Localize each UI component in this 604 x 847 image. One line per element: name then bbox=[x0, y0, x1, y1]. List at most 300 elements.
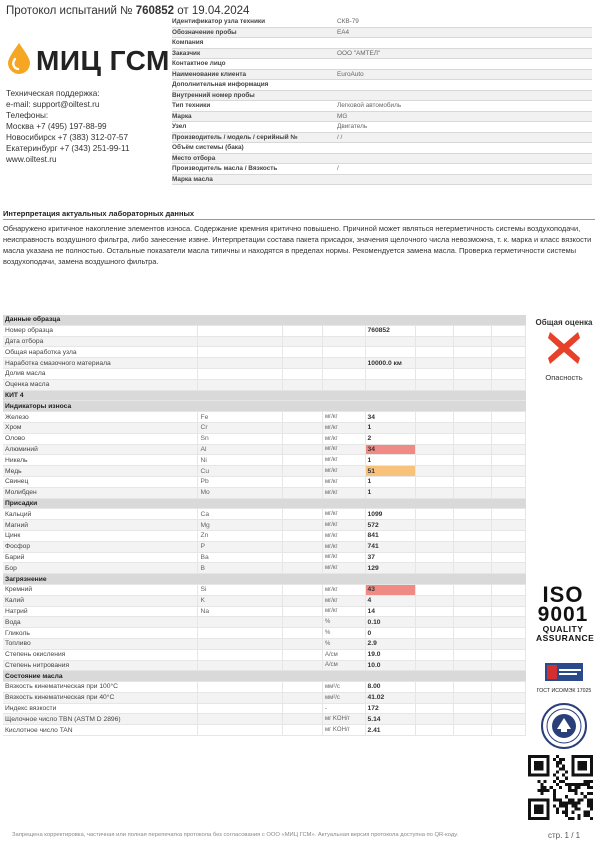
info-row bbox=[172, 27, 592, 38]
element-symbol: Cr bbox=[198, 422, 283, 433]
value-cell: 760852 bbox=[365, 325, 416, 336]
value-cell: 572 bbox=[365, 520, 416, 531]
empty-cell bbox=[491, 584, 525, 595]
value-cell: 2.9 bbox=[365, 638, 416, 649]
empty-cell bbox=[283, 455, 323, 466]
parameter-name: Фосфор bbox=[3, 541, 198, 552]
parameter-name: Гликоль bbox=[3, 628, 198, 639]
unit-cell: мг/кг bbox=[322, 606, 365, 617]
table-row bbox=[3, 336, 526, 347]
empty-cell bbox=[454, 509, 492, 520]
table-row bbox=[3, 649, 526, 660]
table-row bbox=[3, 347, 526, 358]
empty-cell bbox=[283, 530, 323, 541]
table-row bbox=[3, 433, 526, 444]
table-row bbox=[3, 509, 526, 520]
empty-cell bbox=[283, 476, 323, 487]
element-symbol bbox=[198, 660, 283, 671]
empty-cell bbox=[416, 347, 454, 358]
iso-quality: QUALITY bbox=[542, 624, 584, 634]
empty-cell bbox=[454, 617, 492, 628]
empty-cell bbox=[454, 530, 492, 541]
info-row bbox=[172, 38, 592, 49]
empty-cell bbox=[416, 595, 454, 606]
unit-cell bbox=[322, 358, 365, 369]
iso-number: 9001 bbox=[537, 603, 589, 626]
empty-cell bbox=[491, 649, 525, 660]
interpretation-text: Обнаружено критичное накопление элементов износа. Содержание кремния критично повышено. Причиной может являться негерметичность системы воздухоподачи, неисправность воздушного фильтра, либо занесение извне. Интерпретации состава пакета присадок, значения щелочного числа невозможна, т. к. марка и класс вязкости масла указана не полностью. Остальные показатели масла типичны и находятся в пределах нормы. Рекомендуется замена масла. Проверка герметичности системы воздухоподачи, замена воздушного фильтра. bbox=[3, 224, 592, 266]
element-symbol bbox=[198, 617, 283, 628]
info-label: Контактное лицо bbox=[172, 59, 337, 70]
value-cell: 129 bbox=[365, 563, 416, 574]
empty-cell bbox=[491, 476, 525, 487]
empty-cell bbox=[416, 487, 454, 498]
empty-cell bbox=[283, 649, 323, 660]
empty-cell bbox=[283, 552, 323, 563]
table-row bbox=[3, 487, 526, 498]
element-symbol: P bbox=[198, 541, 283, 552]
section-title: Состояние масла bbox=[3, 671, 526, 682]
empty-cell bbox=[416, 617, 454, 628]
unit-cell: мм²/с bbox=[322, 682, 365, 693]
value-cell: 741 bbox=[365, 541, 416, 552]
empty-cell bbox=[416, 584, 454, 595]
empty-cell bbox=[283, 563, 323, 574]
contact-line: Техническая поддержка: bbox=[6, 89, 100, 98]
empty-cell bbox=[454, 444, 492, 455]
info-row bbox=[172, 153, 592, 164]
certification-seal-icon bbox=[541, 703, 587, 749]
empty-cell bbox=[454, 682, 492, 693]
info-label: Место отбора bbox=[172, 153, 337, 164]
table-row bbox=[3, 563, 526, 574]
parameter-name: Никель bbox=[3, 455, 198, 466]
parameter-name: Молибден bbox=[3, 487, 198, 498]
empty-cell bbox=[491, 336, 525, 347]
empty-cell bbox=[454, 595, 492, 606]
table-row bbox=[3, 422, 526, 433]
table-row bbox=[3, 617, 526, 628]
element-symbol: Ba bbox=[198, 552, 283, 563]
info-label: Компания bbox=[172, 38, 337, 49]
info-row bbox=[172, 59, 592, 70]
empty-cell bbox=[283, 595, 323, 606]
table-row bbox=[3, 444, 526, 455]
parameter-name: Вода bbox=[3, 617, 198, 628]
info-value: / / bbox=[337, 132, 592, 143]
unit-cell: А/см bbox=[322, 649, 365, 660]
info-row bbox=[172, 48, 592, 59]
empty-cell bbox=[491, 638, 525, 649]
element-symbol: K bbox=[198, 595, 283, 606]
unit-cell: мг/кг bbox=[322, 433, 365, 444]
unit-cell: % bbox=[322, 628, 365, 639]
empty-cell bbox=[454, 692, 492, 703]
parameter-name: Дата отбора bbox=[3, 336, 198, 347]
parameter-name: Кальций bbox=[3, 509, 198, 520]
red-x-icon bbox=[546, 330, 582, 366]
value-cell: 0.10 bbox=[365, 617, 416, 628]
parameter-name: Натрий bbox=[3, 606, 198, 617]
value-cell: 1099 bbox=[365, 509, 416, 520]
info-row bbox=[172, 164, 592, 175]
value-cell: 1 bbox=[365, 455, 416, 466]
element-symbol: Si bbox=[198, 584, 283, 595]
element-symbol: Mg bbox=[198, 520, 283, 531]
empty-cell bbox=[283, 466, 323, 477]
parameter-name: Цинк bbox=[3, 530, 198, 541]
parameter-name: Вязкость кинематическая при 100°C bbox=[3, 682, 198, 693]
parameter-name: Наработка смазочного материала bbox=[3, 358, 198, 369]
contact-line[interactable]: Москва +7 (495) 197-88-99 bbox=[6, 122, 107, 131]
parameter-name: Железо bbox=[3, 412, 198, 423]
empty-cell bbox=[454, 552, 492, 563]
unit-cell: мг/кг bbox=[322, 412, 365, 423]
element-symbol bbox=[198, 692, 283, 703]
empty-cell bbox=[454, 466, 492, 477]
empty-cell bbox=[454, 487, 492, 498]
info-label: Марка масла bbox=[172, 174, 337, 185]
protocol-title-prefix: Протокол испытаний № bbox=[6, 5, 133, 17]
empty-cell bbox=[416, 606, 454, 617]
info-label: Производитель масла / Вязкость bbox=[172, 164, 337, 175]
empty-cell bbox=[454, 584, 492, 595]
info-label: Тип техники bbox=[172, 101, 337, 112]
empty-cell bbox=[416, 714, 454, 725]
unit-cell: мм²/с bbox=[322, 692, 365, 703]
element-symbol bbox=[198, 649, 283, 660]
empty-cell bbox=[283, 638, 323, 649]
element-symbol: Ni bbox=[198, 455, 283, 466]
empty-cell bbox=[491, 714, 525, 725]
empty-cell bbox=[454, 714, 492, 725]
section-header-row bbox=[3, 315, 526, 325]
empty-cell bbox=[283, 347, 323, 358]
value-cell bbox=[365, 368, 416, 379]
table-row bbox=[3, 606, 526, 617]
section-title: КИТ 4 bbox=[3, 390, 526, 401]
contact-line[interactable]: www.oiltest.ru bbox=[6, 155, 57, 164]
empty-cell bbox=[283, 617, 323, 628]
empty-cell bbox=[283, 520, 323, 531]
table-row bbox=[3, 455, 526, 466]
table-row bbox=[3, 725, 526, 736]
table-row bbox=[3, 714, 526, 725]
parameter-name: Свинец bbox=[3, 476, 198, 487]
empty-cell bbox=[416, 509, 454, 520]
value-cell: 841 bbox=[365, 530, 416, 541]
element-symbol bbox=[198, 368, 283, 379]
empty-cell bbox=[416, 325, 454, 336]
empty-cell bbox=[416, 336, 454, 347]
unit-cell: мг/кг bbox=[322, 552, 365, 563]
element-symbol: Cu bbox=[198, 466, 283, 477]
element-symbol bbox=[198, 628, 283, 639]
contact-line[interactable]: Екатеринбург +7 (343) 251-99-11 bbox=[6, 144, 130, 153]
element-symbol bbox=[198, 638, 283, 649]
element-symbol bbox=[198, 379, 283, 390]
table-row bbox=[3, 541, 526, 552]
empty-cell bbox=[416, 628, 454, 639]
empty-cell bbox=[283, 487, 323, 498]
empty-cell bbox=[416, 563, 454, 574]
parameter-name: Калий bbox=[3, 595, 198, 606]
empty-cell bbox=[283, 336, 323, 347]
contact-line[interactable]: e-mail: support@oiltest.ru bbox=[6, 100, 100, 109]
empty-cell bbox=[416, 520, 454, 531]
table-row bbox=[3, 412, 526, 423]
unit-cell: мг/кг bbox=[322, 444, 365, 455]
empty-cell bbox=[283, 368, 323, 379]
unit-cell: мг KOH/г bbox=[322, 725, 365, 736]
value-cell: 41.02 bbox=[365, 692, 416, 703]
empty-cell bbox=[283, 541, 323, 552]
empty-cell bbox=[416, 358, 454, 369]
element-symbol bbox=[198, 358, 283, 369]
element-symbol: Na bbox=[198, 606, 283, 617]
empty-cell bbox=[491, 466, 525, 477]
page-number: стр. 1 / 1 bbox=[548, 831, 581, 840]
empty-cell bbox=[416, 444, 454, 455]
unit-cell bbox=[322, 368, 365, 379]
value-cell: 37 bbox=[365, 552, 416, 563]
iso-label: ISO bbox=[542, 582, 584, 607]
empty-cell bbox=[283, 725, 323, 736]
empty-cell bbox=[491, 606, 525, 617]
empty-cell bbox=[454, 649, 492, 660]
empty-cell bbox=[283, 412, 323, 423]
empty-cell bbox=[491, 628, 525, 639]
empty-cell bbox=[491, 368, 525, 379]
empty-cell bbox=[283, 606, 323, 617]
parameter-name: Кислотное число TAN bbox=[3, 725, 198, 736]
empty-cell bbox=[491, 412, 525, 423]
unit-cell: мг/кг bbox=[322, 422, 365, 433]
company-logo bbox=[6, 40, 170, 80]
empty-cell bbox=[491, 703, 525, 714]
section-header-row bbox=[3, 498, 526, 509]
empty-cell bbox=[283, 692, 323, 703]
empty-cell bbox=[416, 660, 454, 671]
empty-cell bbox=[491, 422, 525, 433]
empty-cell bbox=[283, 584, 323, 595]
parameter-name: Топливо bbox=[3, 638, 198, 649]
info-row bbox=[172, 143, 592, 154]
unit-cell: мг/кг bbox=[322, 509, 365, 520]
info-label: Внутренний номер пробы bbox=[172, 90, 337, 101]
table-row bbox=[3, 682, 526, 693]
empty-cell bbox=[416, 703, 454, 714]
empty-cell bbox=[491, 563, 525, 574]
sample-info-table bbox=[172, 17, 592, 185]
empty-cell bbox=[491, 455, 525, 466]
info-row bbox=[172, 111, 592, 122]
empty-cell bbox=[491, 617, 525, 628]
element-symbol: Mo bbox=[198, 487, 283, 498]
empty-cell bbox=[454, 520, 492, 531]
parameter-name: Номер образца bbox=[3, 325, 198, 336]
empty-cell bbox=[283, 325, 323, 336]
info-row bbox=[172, 17, 592, 27]
info-value: ЕА4 bbox=[337, 27, 592, 38]
table-row bbox=[3, 476, 526, 487]
gost-text: ГОСТ ИСО/МЭК 17025 bbox=[536, 688, 592, 694]
parameter-name: Алюминий bbox=[3, 444, 198, 455]
value-cell: 34 bbox=[365, 444, 416, 455]
value-cell bbox=[365, 379, 416, 390]
element-symbol bbox=[198, 725, 283, 736]
footer-notice: Запрещена корректировка, частичная или полная перепечатка протокола без согласования с ООО «МИЦ ГСМ». Актуальная версия протокола доступна по QR-коду. bbox=[12, 832, 459, 838]
iso-9001-badge bbox=[536, 582, 595, 643]
empty-cell bbox=[454, 476, 492, 487]
empty-cell bbox=[416, 422, 454, 433]
results-table bbox=[3, 315, 526, 736]
empty-cell bbox=[491, 347, 525, 358]
value-cell: 8.00 bbox=[365, 682, 416, 693]
empty-cell bbox=[416, 725, 454, 736]
info-label: Производитель / модель / серийный № bbox=[172, 132, 337, 143]
empty-cell bbox=[416, 638, 454, 649]
value-cell: 2 bbox=[365, 433, 416, 444]
unit-cell: мг/кг bbox=[322, 487, 365, 498]
overall-assessment bbox=[528, 318, 600, 382]
value-cell: 172 bbox=[365, 703, 416, 714]
table-row bbox=[3, 358, 526, 369]
table-row bbox=[3, 595, 526, 606]
overall-title: Общая оценка bbox=[535, 318, 593, 327]
element-symbol: Ca bbox=[198, 509, 283, 520]
info-label: Объём системы (бака) bbox=[172, 143, 337, 154]
value-cell: 0 bbox=[365, 628, 416, 639]
empty-cell bbox=[416, 692, 454, 703]
empty-cell bbox=[283, 444, 323, 455]
parameter-name: Магний bbox=[3, 520, 198, 531]
empty-cell bbox=[454, 412, 492, 423]
info-label: Идентификатор узла техники bbox=[172, 17, 337, 27]
empty-cell bbox=[416, 552, 454, 563]
section-title: Загрязнение bbox=[3, 574, 526, 585]
parameter-name: Степень нитрования bbox=[3, 660, 198, 671]
parameter-name: Кремний bbox=[3, 584, 198, 595]
empty-cell bbox=[283, 422, 323, 433]
unit-cell: А/см bbox=[322, 660, 365, 671]
parameter-name: Степень окисления bbox=[3, 649, 198, 660]
empty-cell bbox=[454, 628, 492, 639]
empty-cell bbox=[283, 703, 323, 714]
info-value bbox=[337, 90, 592, 101]
empty-cell bbox=[454, 703, 492, 714]
empty-cell bbox=[283, 682, 323, 693]
accreditation-logo-icon bbox=[545, 663, 583, 681]
section-header-row bbox=[3, 574, 526, 585]
empty-cell bbox=[283, 660, 323, 671]
value-cell: 1 bbox=[365, 487, 416, 498]
value-cell: 10.0 bbox=[365, 660, 416, 671]
info-value: ООО "АМТЕЛ" bbox=[337, 48, 592, 59]
empty-cell bbox=[491, 444, 525, 455]
empty-cell bbox=[454, 433, 492, 444]
empty-cell bbox=[491, 660, 525, 671]
unit-cell: мг/кг bbox=[322, 476, 365, 487]
value-cell: 10000.0 км bbox=[365, 358, 416, 369]
element-symbol: Al bbox=[198, 444, 283, 455]
empty-cell bbox=[416, 476, 454, 487]
empty-cell bbox=[454, 725, 492, 736]
info-value bbox=[337, 153, 592, 164]
empty-cell bbox=[491, 541, 525, 552]
table-row bbox=[3, 660, 526, 671]
unit-cell bbox=[322, 325, 365, 336]
empty-cell bbox=[416, 455, 454, 466]
info-label: Узел bbox=[172, 122, 337, 133]
empty-cell bbox=[283, 714, 323, 725]
unit-cell: % bbox=[322, 638, 365, 649]
table-row bbox=[3, 638, 526, 649]
unit-cell bbox=[322, 379, 365, 390]
info-value: / bbox=[337, 164, 592, 175]
interpretation-section bbox=[3, 209, 595, 267]
table-row bbox=[3, 628, 526, 639]
unit-cell: мг/кг bbox=[322, 541, 365, 552]
parameter-name: Общая наработка узла bbox=[3, 347, 198, 358]
empty-cell bbox=[454, 336, 492, 347]
value-cell bbox=[365, 347, 416, 358]
empty-cell bbox=[454, 638, 492, 649]
empty-cell bbox=[491, 487, 525, 498]
empty-cell bbox=[454, 541, 492, 552]
unit-cell: мг/кг bbox=[322, 520, 365, 531]
parameter-name: Щелочное число TBN (ASTM D 2896) bbox=[3, 714, 198, 725]
value-cell: 51 bbox=[365, 466, 416, 477]
protocol-title bbox=[6, 5, 249, 17]
value-cell: 5.14 bbox=[365, 714, 416, 725]
element-symbol bbox=[198, 714, 283, 725]
element-symbol bbox=[198, 682, 283, 693]
contact-line[interactable]: Новосибирск +7 (383) 312-07-57 bbox=[6, 133, 129, 142]
info-value bbox=[337, 174, 592, 185]
value-cell: 19.0 bbox=[365, 649, 416, 660]
value-cell: 4 bbox=[365, 595, 416, 606]
unit-cell: мг/кг bbox=[322, 455, 365, 466]
protocol-date: от 19.04.2024 bbox=[177, 5, 250, 17]
qr-code-icon[interactable] bbox=[528, 755, 593, 820]
section-title: Индикаторы износа bbox=[3, 401, 526, 412]
parameter-name: Долив масла bbox=[3, 368, 198, 379]
empty-cell bbox=[491, 682, 525, 693]
unit-cell: мг/кг bbox=[322, 595, 365, 606]
info-label: Заказчик bbox=[172, 48, 337, 59]
table-row bbox=[3, 325, 526, 336]
info-row bbox=[172, 122, 592, 133]
overall-status: Опасность bbox=[545, 373, 583, 382]
table-row bbox=[3, 530, 526, 541]
empty-cell bbox=[491, 325, 525, 336]
element-symbol bbox=[198, 347, 283, 358]
value-cell: 1 bbox=[365, 422, 416, 433]
empty-cell bbox=[454, 347, 492, 358]
empty-cell bbox=[454, 379, 492, 390]
element-symbol bbox=[198, 703, 283, 714]
parameter-name: Медь bbox=[3, 466, 198, 477]
section-title: Данные образца bbox=[3, 315, 526, 325]
info-label: Наименование клиента bbox=[172, 69, 337, 80]
empty-cell bbox=[416, 433, 454, 444]
parameter-name: Олово bbox=[3, 433, 198, 444]
empty-cell bbox=[416, 649, 454, 660]
unit-cell: мг/кг bbox=[322, 563, 365, 574]
table-row bbox=[3, 552, 526, 563]
info-value bbox=[337, 59, 592, 70]
